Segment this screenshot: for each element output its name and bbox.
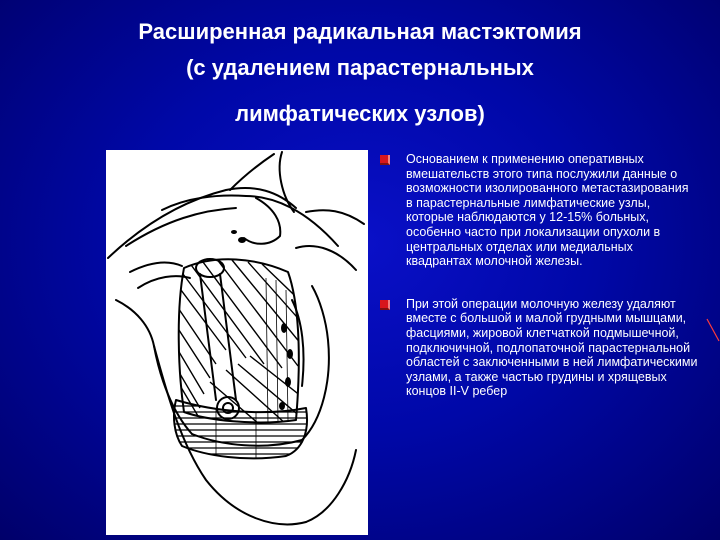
bullet-item [378, 152, 698, 269]
bullet-text: Основанием к применению оперативных вмешательств этого типа послужили данные о возможности изолированного метастазирования в парастернальные лимфатические узлы, которые наблюдаются у 12-15% больных, особенно часто при локализации опухоли в центральных отделах или медиальных квадрантах молочной железы. [406, 152, 689, 269]
title-line-1: Расширенная радикальная мастэктомия [138, 19, 582, 44]
bullet-list [378, 152, 698, 399]
bullet-marker-icon [380, 300, 390, 310]
surgical-illustration [106, 150, 368, 535]
slide-title [40, 14, 680, 132]
bullet-text: При этой операции молочную железу удаляют вместе с большой и малой грудными мышцами, фасциями, жировой клетчаткой подмышечной, подключичной, подлопаточной парастернальной областей с заключенными в ней лимфатическими узлами, а также частью грудины и хрящевых концов II-V ребер [406, 296, 698, 399]
title-line-3: лимфатических узлов) [235, 101, 485, 126]
surgical-drawing [106, 150, 368, 535]
bullet-item [378, 297, 698, 399]
bullet-marker-icon [380, 155, 390, 165]
title-line-2: (с удалением парастернальных [186, 55, 534, 80]
decorative-line-icon [706, 318, 720, 342]
